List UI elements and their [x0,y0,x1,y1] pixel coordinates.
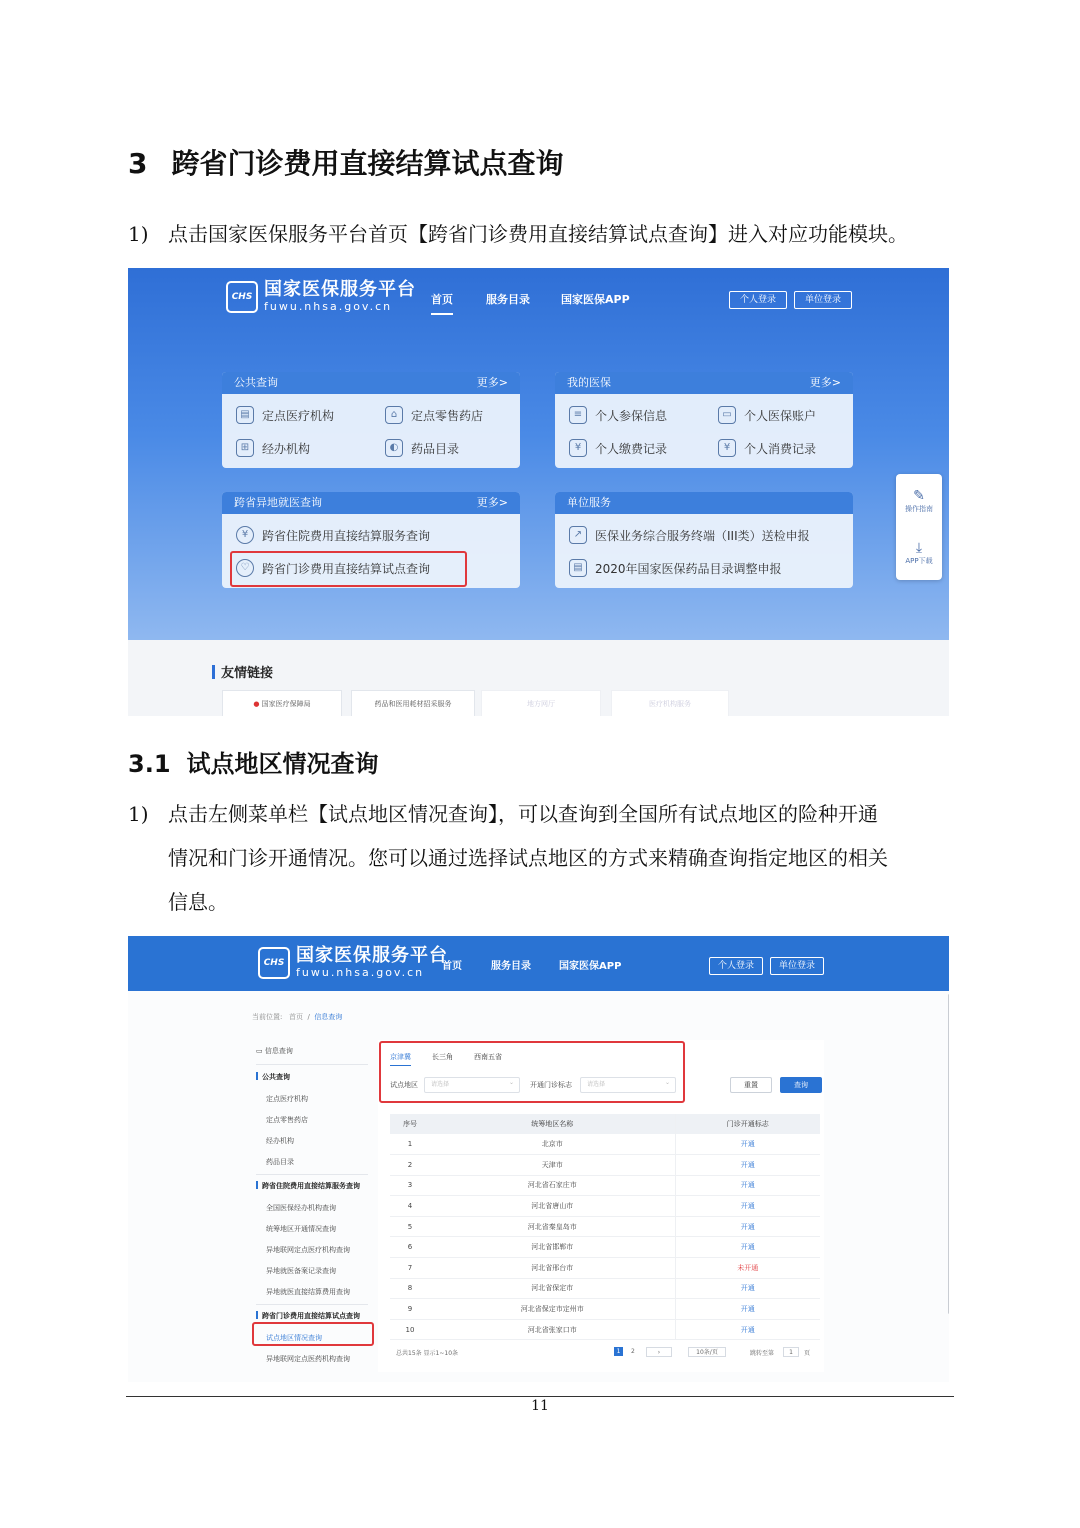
table-row [390,1278,820,1299]
link-consumption-records[interactable] [718,439,816,457]
sidebar-group-outpatient[interactable]: 跨省门诊费用直接结算试点查询 [256,1311,360,1321]
table-row [390,1155,820,1176]
org-chart-icon: ⊞ [236,439,254,457]
cell-index: 9 [390,1299,430,1320]
cell-status: 开通 [675,1196,820,1217]
item-label: 个人缴费记录 [595,441,668,456]
download-icon: ⤓ [915,540,923,556]
item-label: 个人消费记录 [744,441,817,456]
friend-tab-nhsa[interactable] [222,690,342,716]
col-header-index: 序号 [390,1114,430,1134]
breadcrumb [252,1012,342,1022]
item-label: 跨省住院费用直接结算服务查询 [262,528,431,543]
cell-status: 开通 [675,1155,820,1176]
item-label: 定点医疗机构 [262,408,335,423]
paragraph-line: 信息。 [168,890,228,914]
cell-index: 7 [390,1258,430,1279]
nav-service-catalog[interactable]: 服务目录 [486,293,530,306]
cell-status: 开通 [675,1299,820,1320]
more-link[interactable]: 更多> [476,496,508,509]
screenshot-pilot-query [128,936,949,1382]
cell-status: 开通 [675,1175,820,1196]
chart-icon: ↗ [569,526,587,544]
highlight-box-sidebar [252,1322,374,1346]
coin-icon: ¥ [569,439,587,457]
tool-label: 操作指南 [905,505,933,513]
section-heading-3-1 [128,744,379,779]
cell-region: 河北省邢台市 [430,1258,675,1279]
cell-index: 4 [390,1196,430,1217]
scrollbar[interactable] [948,994,949,1314]
cell-region: 河北省唐山市 [430,1196,675,1217]
item-label: 定点零售药店 [411,408,484,423]
sidebar-item[interactable]: 定点零售药店 [266,1116,308,1124]
table-row [390,1134,820,1155]
col-header-status: 门诊开通标志 [675,1114,820,1134]
screenshot-homepage [128,268,949,716]
results-table [390,1114,820,1340]
breadcrumb-label: 当前位置: [252,1013,283,1021]
card-my-insurance [555,372,853,468]
table-row [390,1196,820,1217]
divider [256,1304,368,1305]
item-label: 2020年国家医保药品目录调整申报 [595,561,782,576]
guide-button[interactable] [896,488,942,514]
divider [256,1174,368,1175]
query-button[interactable]: 查询 [780,1077,822,1093]
sidebar-item[interactable]: 药品目录 [266,1158,294,1166]
site-title: 国家医保服务平台 [296,945,448,966]
sidebar-item[interactable]: 异地就医备案记录查询 [266,1267,336,1275]
sidebar-root-label: 信息查询 [264,1047,293,1055]
list-index: 1) [128,802,149,826]
cell-region: 河北省邯郸市 [430,1237,675,1258]
link-retail-pharmacies[interactable] [385,406,483,424]
paragraph-1 [128,212,908,256]
filter-region-label: 试点地区 [390,1081,418,1089]
reset-button[interactable]: 重置 [730,1077,772,1093]
site-url: fuwu.nhsa.gov.cn [264,300,393,313]
link-agencies[interactable] [236,439,310,457]
pill-icon: ◐ [385,439,403,457]
cell-region: 河北省保定市 [430,1278,675,1299]
personal-login-button[interactable]: 个人登录 [709,957,763,975]
item-label: 药品目录 [411,441,460,456]
highlight-box-filters [379,1041,685,1103]
chs-logo-icon: CHS [226,281,258,313]
nav-home[interactable]: 首页 [442,961,462,972]
breadcrumb-home[interactable]: 首页 [289,1013,304,1021]
sidebar-group-public[interactable]: 公共查询 [256,1072,290,1082]
page-2[interactable]: 2 [631,1348,635,1355]
jump-unit: 页 [804,1350,811,1357]
tab-yangtze-delta[interactable]: 长三角 [432,1053,453,1061]
tool-label: APP下载 [905,557,933,565]
cell-region: 河北省秦皇岛市 [430,1216,675,1237]
table-row [390,1299,820,1320]
section-title: 跨省门诊费用直接结算试点查询 [171,147,564,180]
item-label: 个人参保信息 [595,408,668,423]
cell-status: 未开通 [675,1258,820,1279]
document-icon: ≡ [569,406,587,424]
cell-region: 河北省保定市定州市 [430,1299,675,1320]
tab-label: 国家医疗保障局 [261,700,311,708]
card-title: 我的医保 [567,376,611,389]
sidebar-group-inpatient[interactable]: 跨省住院费用直接结算服务查询 [256,1181,360,1191]
breadcrumb-current[interactable]: 信息查询 [314,1013,343,1021]
friends-heading: 友情链接 [212,662,273,681]
sidebar-item[interactable]: 全国医保经办机构查询 [266,1204,336,1212]
page-size-select[interactable]: 10条/页 [688,1347,726,1357]
cell-status: 开通 [675,1216,820,1237]
table-row [390,1175,820,1196]
paragraph-line: 点击左侧菜单栏【试点地区情况查询】，可以查询到全国所有试点地区的险种开通 [168,802,878,826]
jump-label: 跳转至第 [750,1350,775,1357]
section-number: 3 [128,147,148,180]
region-select[interactable]: 请选择 ⌄ [424,1077,520,1093]
cell-index: 2 [390,1155,430,1176]
cell-index: 8 [390,1278,430,1299]
cell-index: 5 [390,1216,430,1237]
guide-icon: ✎ [913,488,925,504]
cell-index: 3 [390,1175,430,1196]
friend-tab-local[interactable]: 地方网厅 [481,690,601,716]
cell-index: 1 [390,1134,430,1155]
link-drug-catalog[interactable] [385,439,459,457]
app-download-button[interactable] [896,540,942,566]
link-personal-info[interactable] [569,406,667,424]
cell-index: 6 [390,1237,430,1258]
paragraph-text: 点击国家医保服务平台首页【跨省门诊费用直接结算试点查询】进入对应功能模块。 [168,222,908,246]
site-logo[interactable] [258,946,448,979]
more-link[interactable]: 更多> [809,376,841,389]
paragraph-line: 情况和门诊开通情况。您可以通过选择试点地区的方式来精确查询指定地区的相关 [168,846,888,870]
nav-service-catalog[interactable]: 服务目录 [491,961,531,972]
section-number: 3.1 [128,750,171,778]
card-public-query [222,372,520,468]
cell-status: 开通 [675,1278,820,1299]
cell-region: 河北省张家口市 [430,1319,675,1340]
cell-region: 河北省石家庄市 [430,1175,675,1196]
item-label: 经办机构 [262,441,311,456]
cell-region: 北京市 [430,1134,675,1155]
next-page-button[interactable]: › [646,1347,672,1357]
more-link[interactable]: 更多> [476,376,508,389]
stethoscope-icon: ♡ [236,559,254,577]
cell-status: 开通 [675,1134,820,1155]
item-label: 个人医保账户 [744,408,817,423]
cell-region: 天津市 [430,1155,675,1176]
table-row [390,1319,820,1340]
sidebar-item[interactable]: 统筹地区开通情况查询 [266,1225,336,1233]
floating-toolbar [896,474,942,580]
sidebar-root[interactable] [256,1046,293,1056]
tab-southwest[interactable]: 西南五省 [474,1053,502,1061]
cell-index: 10 [390,1319,430,1340]
sidebar-item-pilot-region[interactable]: 试点地区情况查询 [266,1334,322,1342]
page-1[interactable]: 1 [614,1347,623,1356]
sidebar-item[interactable]: 定点医疗机构 [266,1095,308,1103]
card-title: 跨省异地就医查询 [234,496,322,509]
wallet-icon: ▭ [718,406,736,424]
link-inpatient-settlement[interactable] [236,526,430,544]
nav-home[interactable]: 首页 [431,291,453,315]
highlight-box [230,551,467,587]
section-title: 试点地区情况查询 [186,750,379,778]
cell-status: 开通 [675,1237,820,1258]
card-title: 单位服务 [567,496,611,509]
card-title: 公共查询 [234,376,278,389]
emblem-icon: ● [253,700,260,708]
page-number: 11 [531,1398,549,1414]
unit-login-button[interactable]: 单位登录 [794,291,852,309]
site-url: fuwu.nhsa.gov.cn [296,966,425,979]
nav-app[interactable]: 国家医保APP [559,961,622,972]
friend-tab-procurement[interactable]: 药品和医用耗材招采服务 [351,690,475,716]
table-row [390,1258,820,1279]
site-logo[interactable] [226,280,416,313]
form-icon: ▤ [569,559,587,577]
paragraph-2 [128,792,888,924]
tab-jingjinji[interactable]: 京津冀 [390,1052,411,1066]
top-navbar [128,936,949,991]
hospital-icon: ▤ [236,406,254,424]
item-label: 医保业务综合服务终端（III类）送检申报 [595,528,810,543]
folder-icon: ▭ [256,1047,263,1055]
chs-logo-icon: CHS [258,947,290,979]
section-heading-3 [128,142,564,182]
item-label: 跨省门诊费用直接结算试点查询 [262,561,431,576]
footer-rule [126,1396,954,1397]
yen-circle-icon: ¥ [236,526,254,544]
col-header-region: 统筹地区名称 [430,1114,675,1134]
receipt-icon: ¥ [718,439,736,457]
pagination-summary: 总共15条 显示1~10条 [396,1350,459,1357]
divider [256,1064,368,1065]
sidebar-item[interactable]: 经办机构 [266,1137,294,1145]
jump-input[interactable]: 1 [783,1347,799,1357]
table-row [390,1216,820,1237]
table-header-row [390,1114,820,1134]
sidebar-item[interactable]: 异地联网定点医疗机构查询 [266,1246,350,1254]
unit-login-button[interactable]: 单位登录 [770,957,824,975]
personal-login-button[interactable]: 个人登录 [729,291,787,309]
store-icon: ⌂ [385,406,403,424]
link-payment-records[interactable] [569,439,667,457]
outpatient-flag-select[interactable]: 请选择 ⌄ [580,1077,676,1093]
filter-outpatient-label: 开通门诊标志 [530,1081,572,1089]
link-terminal-inspection[interactable] [569,526,810,544]
nav-app[interactable]: 国家医保APP [561,293,630,306]
cell-status: 开通 [675,1319,820,1340]
friend-tab-medical[interactable]: 医疗机构服务 [611,690,729,716]
link-medical-institutions[interactable] [236,406,334,424]
breadcrumb-separator: / [307,1013,310,1021]
site-title: 国家医保服务平台 [264,279,416,300]
list-index: 1) [128,222,149,246]
card-unit-service [555,492,853,588]
sidebar-item[interactable]: 异地就医直接结算费用查询 [266,1288,350,1296]
sidebar-item[interactable]: 异地联网定点医药机构查询 [266,1355,350,1363]
table-row [390,1237,820,1258]
link-drug-catalog-adjustment[interactable] [569,559,782,577]
link-personal-account[interactable] [718,406,816,424]
